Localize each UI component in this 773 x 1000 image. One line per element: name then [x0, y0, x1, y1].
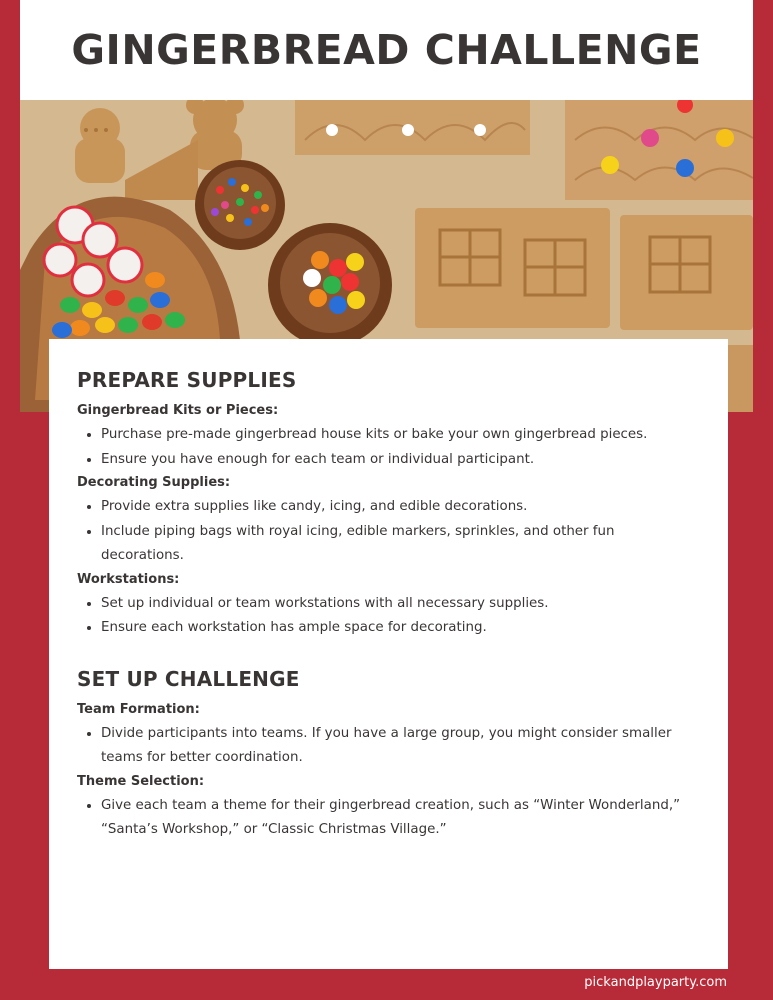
bullet-list: [77, 722, 700, 771]
page-title: GINGERBREAD CHALLENGE: [71, 26, 702, 74]
subsection-title: Team Formation:: [77, 701, 200, 717]
list-item: • Purchase pre-made gingerbread house kits or bake your own gingerbread pieces.: [101, 423, 700, 448]
gumball-bowl: [268, 223, 392, 347]
wall-piece-left: [415, 208, 610, 328]
bullet-list: [77, 495, 700, 569]
bullet-list: [77, 423, 700, 472]
list-item: • Divide participants into teams. If you have a large group, you might consider smaller teams for better coordination.: [101, 722, 700, 771]
subsection-title: Workstations:: [77, 571, 180, 587]
section-title: SET UP CHALLENGE: [77, 666, 300, 691]
list-item: • Ensure each workstation has ample space for decorating.: [101, 616, 700, 641]
sprinkle-bowl: [195, 160, 285, 250]
list-item: • Provide extra supplies like candy, icing, and edible decorations.: [101, 495, 700, 520]
roof-piece-right: [565, 100, 753, 200]
header-banner: [20, 0, 753, 100]
subsection-title: Theme Selection:: [77, 773, 205, 789]
list-item: • Ensure you have enough for each team or individual participant.: [101, 448, 700, 473]
footer-website-link[interactable]: pickandplayparty.com: [584, 975, 727, 990]
section-set-up-challenge: [77, 667, 700, 843]
subsection-title: Decorating Supplies:: [77, 475, 231, 490]
list-item: • Give each team a theme for their gingerbread creation, such as “Winter Wonderland,” “Santa’s Workshop,” or “Classic Christmas Village.”: [101, 794, 700, 843]
bullet-list: [77, 592, 700, 641]
section-prepare-supplies: [77, 368, 700, 641]
subsection-title: Gingerbread Kits or Pieces:: [77, 403, 279, 418]
wall-piece-right: [620, 215, 753, 330]
bullet-list: [77, 794, 700, 843]
content-card: [49, 339, 728, 969]
section-title: PREPARE SUPPLIES: [77, 368, 297, 392]
list-item: • Include piping bags with royal icing, edible markers, sprinkles, and other fun decorations.: [101, 520, 700, 569]
list-item: • Set up individual or team workstations with all necessary supplies.: [101, 592, 700, 617]
gingerbread-man-cookie: [75, 108, 125, 183]
roof-piece-top: [295, 100, 530, 155]
